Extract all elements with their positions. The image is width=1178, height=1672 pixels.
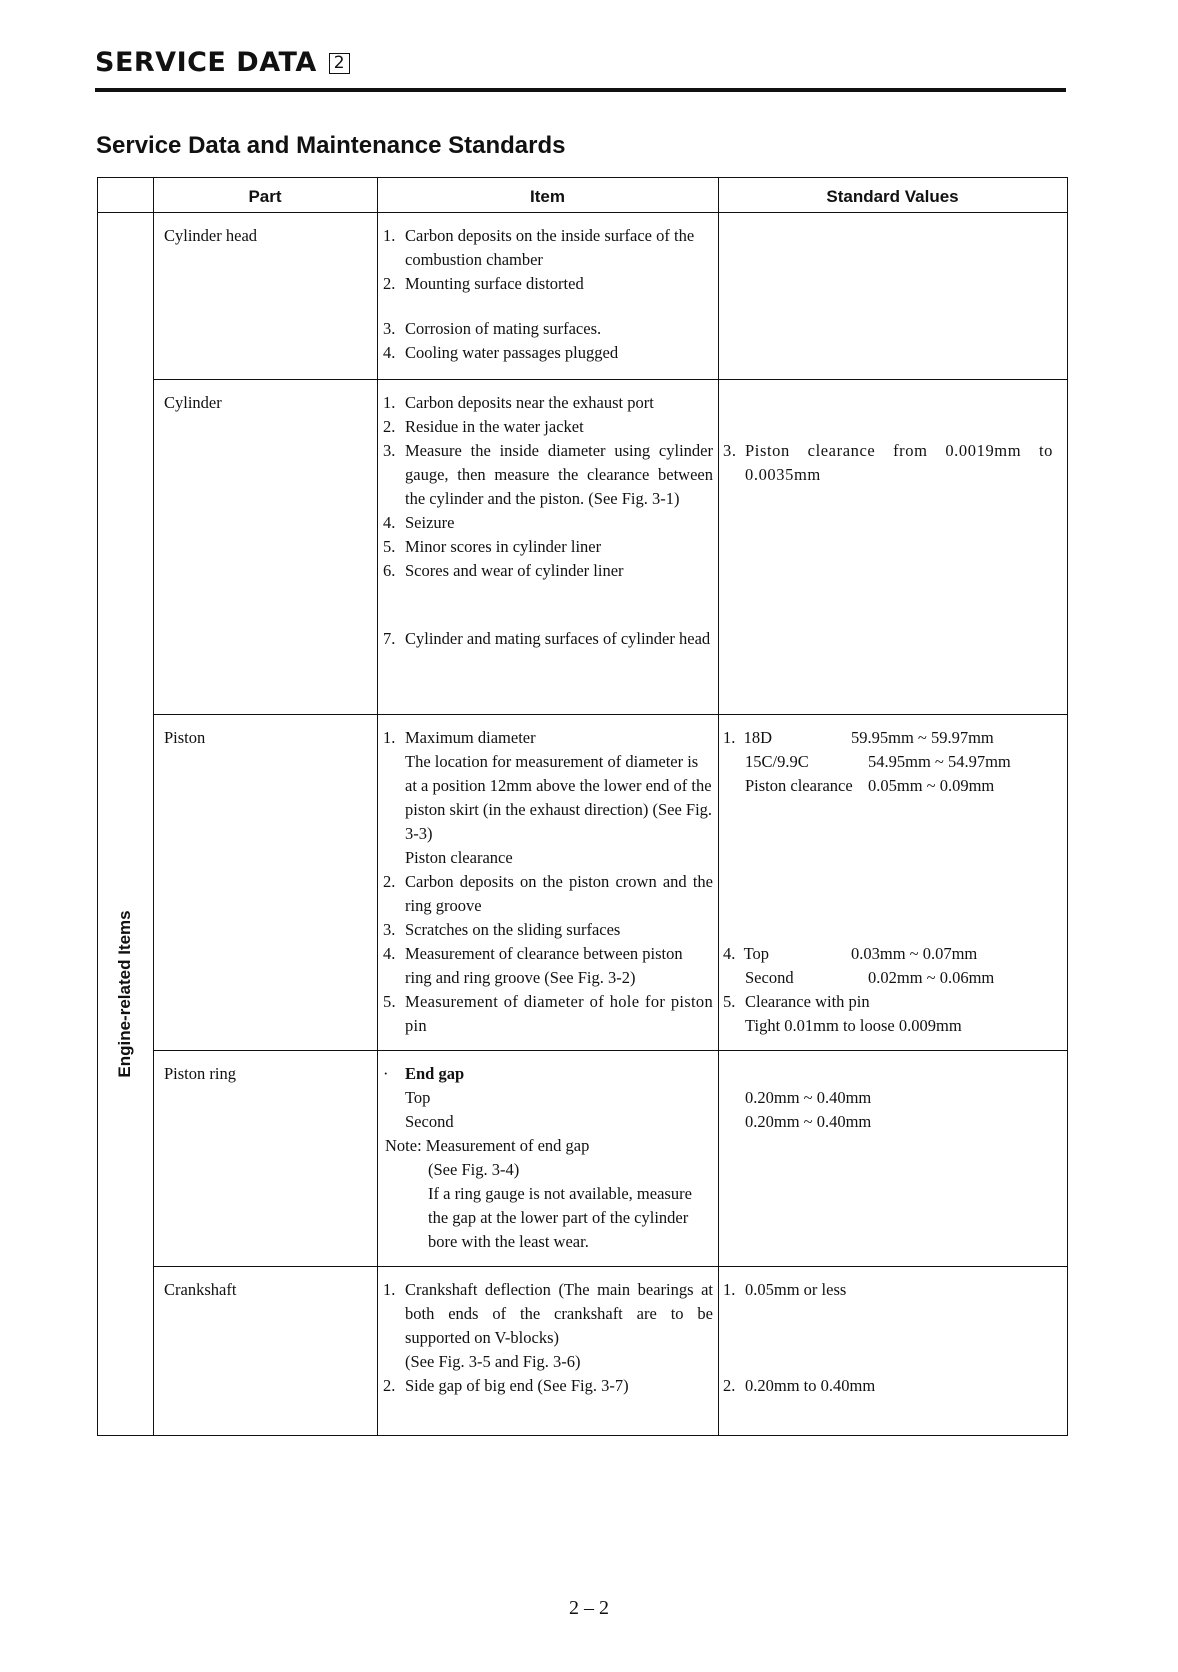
list-item-detail: Second <box>405 1112 454 1131</box>
column-header-item: Item <box>530 187 565 206</box>
table-divider <box>718 178 719 1435</box>
list-item: 2. Carbon deposits on the piston crown and the ring groove <box>383 872 713 915</box>
part-cylinder: Cylinder <box>164 393 222 412</box>
section-number-box: 2 <box>329 53 350 74</box>
list-item: 4. Cooling water passages plugged <box>383 343 619 362</box>
standard-values <box>723 1278 1053 1398</box>
item-list <box>383 1278 713 1398</box>
part-piston: Piston <box>164 728 206 747</box>
list-item: 3. Piston clearance from 0.0019mm to 0.0035mm <box>723 441 1053 484</box>
item-list <box>383 391 713 651</box>
header-title: SERVICE DATA 2 <box>95 47 350 78</box>
note-detail: If a ring gauge is not available, measure the gap at the lower part of the cylinder bore with the least wear. <box>428 1184 692 1251</box>
value-row: Second 0.02mm ~ 0.06mm <box>745 968 995 987</box>
part-crankshaft: Crankshaft <box>164 1280 237 1299</box>
list-item: 5. Measurement of diameter of hole for piston pin <box>383 992 713 1035</box>
value-row: 1. 18D 59.95mm ~ 59.97mm <box>723 728 994 747</box>
value-row: 0.20mm ~ 0.40mm <box>745 1088 872 1107</box>
row-rule <box>153 1050 1067 1051</box>
list-item: 5. Minor scores in cylinder liner <box>383 537 602 556</box>
list-item: 7. Cylinder and mating surfaces of cylinder head <box>383 629 711 648</box>
standard-values <box>723 1086 1053 1134</box>
note-detail: (See Fig. 3-4) <box>428 1160 520 1179</box>
service-data-table <box>97 177 1068 1436</box>
value-row: 0.20mm ~ 0.40mm <box>745 1112 872 1131</box>
item-list <box>383 1062 713 1254</box>
item-list <box>383 726 713 1038</box>
list-item: 3. Corrosion of mating surfaces. <box>383 319 602 338</box>
list-item: 1. Carbon deposits near the exhaust port <box>383 393 654 412</box>
list-item: · End gap <box>383 1064 465 1083</box>
value-row: Piston clearance 0.05mm ~ 0.09mm <box>745 776 995 795</box>
list-item-detail: (See Fig. 3-5 and Fig. 3-6) <box>405 1352 581 1371</box>
side-category-label <box>98 214 153 1435</box>
table-divider <box>153 178 154 1435</box>
list-item: 2. Side gap of big end (See Fig. 3-7) <box>383 1376 629 1395</box>
table-divider <box>377 178 378 1435</box>
list-item: 3. Measure the inside diameter using cylinder gauge, then measure the clearance between the cylinder and the piston. (See Fig. 3-1) <box>383 441 713 508</box>
standard-values <box>723 439 1053 487</box>
part-piston-ring: Piston ring <box>164 1064 236 1083</box>
list-item: 4. Measurement of clearance between piston ring and ring groove (See Fig. 3-2) <box>383 944 683 987</box>
column-header-part: Part <box>248 187 282 206</box>
value-row: 4. Top 0.03mm ~ 0.07mm <box>723 944 978 963</box>
list-item: 2. Residue in the water jacket <box>383 417 584 436</box>
value-row: 15C/9.9C 54.95mm ~ 54.97mm <box>745 752 1011 771</box>
list-item: 4. Seizure <box>383 513 455 532</box>
row-rule <box>153 379 1067 380</box>
header-row-rule <box>98 212 1067 213</box>
list-item: 2. Mounting surface distorted <box>383 274 584 293</box>
list-item: 1. 0.05mm or less <box>723 1280 847 1299</box>
list-item: 1. Maximum diameter <box>383 728 536 747</box>
page-number: 2 – 2 <box>569 1597 609 1619</box>
list-item: 6. Scores and wear of cylinder liner <box>383 561 624 580</box>
standard-values <box>723 726 1053 1038</box>
part-cylinder-head: Cylinder head <box>164 226 258 245</box>
item-list <box>383 224 713 365</box>
list-item: 1. Carbon deposits on the inside surface of the combustion chamber <box>383 226 695 269</box>
note-label: Note: Measurement of end gap <box>385 1136 590 1155</box>
side-category-text: Engine-related Items <box>115 910 134 1078</box>
list-item-detail: Top <box>405 1088 431 1107</box>
list-item: 5. Clearance with pin <box>723 992 870 1011</box>
row-rule <box>153 714 1067 715</box>
list-item: 1. Crankshaft deflection (The main bearings at both ends of the crankshaft are to be supported on V-blocks) <box>383 1280 713 1347</box>
section-title: Service Data and Maintenance Standards <box>96 132 566 159</box>
row-rule <box>153 1266 1067 1267</box>
list-item-detail: The location for measurement of diameter is at a position 12mm above the lower end of the piston skirt (in the exhaust direction) (See Fig. 3-3) <box>405 752 713 843</box>
column-header-standard-values: Standard Values <box>826 187 959 206</box>
list-item: 3. Scratches on the sliding surfaces <box>383 920 621 939</box>
list-item-detail: Piston clearance <box>405 848 513 867</box>
list-item: 2. 0.20mm to 0.40mm <box>723 1376 876 1395</box>
list-item-detail: Tight 0.01mm to loose 0.009mm <box>745 1016 962 1035</box>
header-rule <box>95 88 1066 92</box>
